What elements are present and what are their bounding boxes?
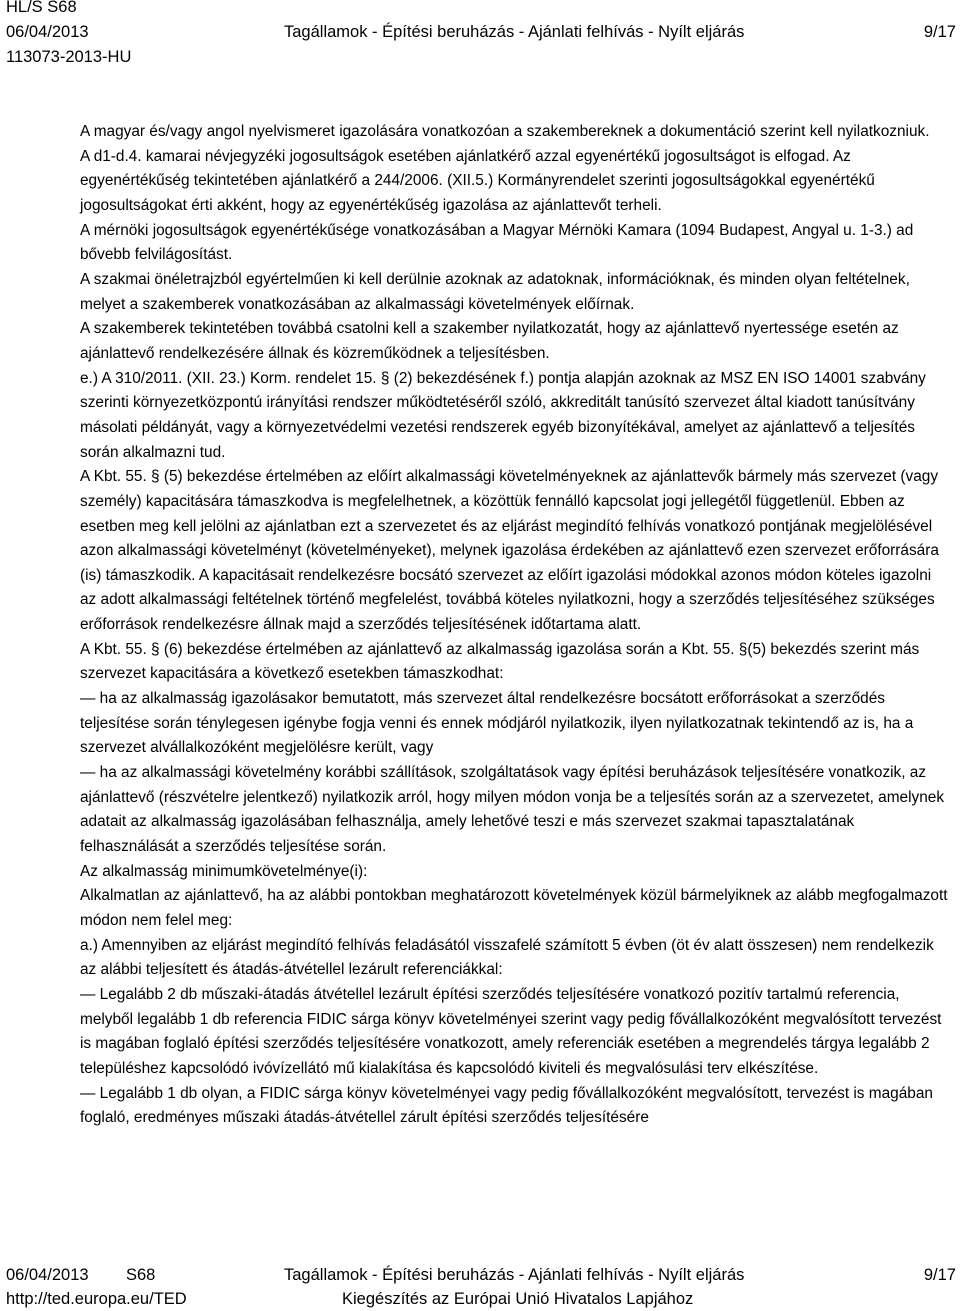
paragraph: Alkalmatlan az ajánlattevő, ha az alábbi pontokban meghatározott követelmények közül bármelyiknek az alább megfogalmazott módon nem felel meg: — [80, 887, 948, 929]
header-date: 06/04/2013 — [6, 23, 89, 41]
header-issue: HL/S S68 — [6, 0, 77, 16]
header-notice-id: 113073-2013-HU — [6, 48, 132, 66]
footer-title: Tagállamok - Építési beruházás - Ajánlati felhívás - Nyílt eljárás — [284, 1266, 745, 1284]
footer-publisher: Kiegészítés az Európai Unió Hivatalos Lapjához — [342, 1290, 694, 1308]
paragraph: e.) A 310/2011. (XII. 23.) Korm. rendelet 15. § (2) bekezdésének f.) pontja alapján azoknak az MSZ EN ISO 14001 szabvány szerinti környezetközpontú irányítási rendszer működtetéséről szóló, akkreditált tanúsító szervezet által kiadott tanúsítvány másolati példányát, vagy a környezetvédelmi vezetési rendszerek egyéb bizonyítékával, amelyet az ajánlattevő a teljesítés során alkalmazni tud. — [80, 369, 926, 461]
page-header — [0, 0, 960, 72]
header-title: Tagállamok - Építési beruházás - Ajánlati felhívás - Nyílt eljárás — [284, 23, 745, 41]
list-item: — ha az alkalmasság igazolásakor bemutatott, más szervezet által rendelkezésre bocsátott erőforrásokat a szerződés teljesítése során ténylegesen igénybe fogja venni és ennek módjáról nyilatkozik, ilyen nyilatkozatnak tekintendő az is, ha a szervezet alvállalkozóként megjelölésre került, vagy — [80, 690, 914, 757]
list-item: — Legalább 2 db műszaki-átadás átvétellel lezárult építési szerződés teljesítésére vonatkozó pozitív tartalmú referencia, melyből legalább 1 db referencia FIDIC sárga könyv követelményei szerint vagy pedig fővállalkozóként megvalósított tervezést is magában foglaló építési szerződés teljesítésére vonatkozott, amely referenciák esetében a megrendelés tárgya legalább 2 településhez kapcsolódó ivóvízellátó mű kialakítása és kapcsolódó kiviteli és megvalósulási terv elkészítése. — [80, 985, 942, 1077]
header-page-number: 9/17 — [923, 23, 956, 41]
paragraph: A Kbt. 55. § (6) bekezdése értelmében az ajánlattevő az alkalmasság igazolása során a Kbt. 55. §(5) bekezdés szerint más szervezet kapacitására a következő esetekben támaszkodhat: — [80, 640, 920, 683]
list-item: — Legalább 1 db olyan, a FIDIC sárga könyv követelményei vagy pedig fővállalkozóként megvalósított, tervezést is magában foglaló, eredményes műszaki átadás-átvétellel zárult építési szerződés teljesítésére — [80, 1084, 933, 1127]
paragraph: A magyar és/vagy angol nyelvismeret igazolására vonatkozóan a szakembereknek a dokumentáció szerint kell nyilatkozniuk. — [80, 123, 930, 140]
document-body — [80, 120, 950, 1131]
page-footer — [0, 1262, 960, 1311]
footer-page-number: 9/17 — [923, 1266, 956, 1284]
paragraph: A d1-d.4. kamarai névjegyzéki jogosultságok esetében ajánlatkérő azzal egyenértékű jogosultságot is elfogad. Az egyenértékűség tekintetében ajánlatkérő a 244/2006. (XII.5.) Kormányrendelet szerinti jogosultságokkal egyenértékű jogosultságokat érti akként, hogy az egyenértékűség igazolása az ajánlattevőt terheli. — [80, 147, 875, 214]
paragraph: A szakemberek tekintetében továbbá csatolni kell a szakember nyilatkozatát, hogy az ajánlattevő nyertessége esetén az ajánlattevő rendelkezésére állnak és közreműködnek a teljesítésben. — [80, 320, 899, 362]
footer-issue: S68 — [126, 1266, 156, 1284]
paragraph: A mérnöki jogosultságok egyenértékűsége vonatkozásában a Magyar Mérnöki Kamara (1094 Budapest, Angyal u. 1-3.) ad bővebb felvilágosítást. — [80, 221, 914, 264]
list-item: — ha az alkalmassági követelmény korábbi szállítások, szolgáltatások vagy építési beruházások teljesítésére vonatkozik, az ajánlattevő (részvételre jelentkező) nyilatkozik arról, hogy milyen módon vonja be a teljesítés során az a szervezetet, amelynek adatait az alkalmasság igazolásában felhasználja, amely lehetővé teszi e más szervezet szakmai tapasztalatának felhasználását a szerződés teljesítése során. — [80, 764, 945, 856]
footer-date: 06/04/2013 — [6, 1266, 89, 1284]
paragraph: a.) Amennyiben az eljárást megindító felhívás feladásától visszafelé számított 5 évben (öt év alatt összesen) nem rendelkezik az alábbi teljesített és átadás-átvétellel lezárult referenciákkal: — [80, 936, 934, 979]
paragraph: A szakmai önéletrajzból egyértelműen ki kell derülnie azoknak az adatoknak, információknak, és minden olyan feltételnek, melyet a szakemberek vonatkozásában az alkalmassági követelmények előírnak. — [80, 270, 910, 313]
footer-url[interactable]: http://ted.europa.eu/TED — [6, 1290, 187, 1308]
section-heading: Az alkalmasság minimumkövetelménye(i): — [80, 862, 368, 880]
paragraph: A Kbt. 55. § (5) bekezdése értelmében az előírt alkalmassági követelményeknek az ajánlattevők bármely más szervezet (vagy személy) kapacitására támaszkodva is megfelelhetnek, a közöttük fennálló kapcsolat jogi jellegétől függetlenül. Ebben az esetben meg kell jelölni az ajánlatban ezt a szervezetet és az eljárást megindító felhívás vonatkozó pontjának megjelölésével azon alkalmassági követelményt (követelményeket), melynek igazolása érdekében az ajánlattevő ezen szervezet erőforrására (is) támaszkodik. A kapacitásait rendelkezésre bocsátó szervezet az előírt igazolási módokkal azonos módon köteles igazolni az adott alkalmassági feltételnek történő megfelelést, továbbá köteles nyilatkozni, hogy a szerződés teljesítéséhez szükséges erőforrások rendelkezésre állnak majd a szerződés teljesítésének időtartama alatt. — [80, 468, 939, 634]
